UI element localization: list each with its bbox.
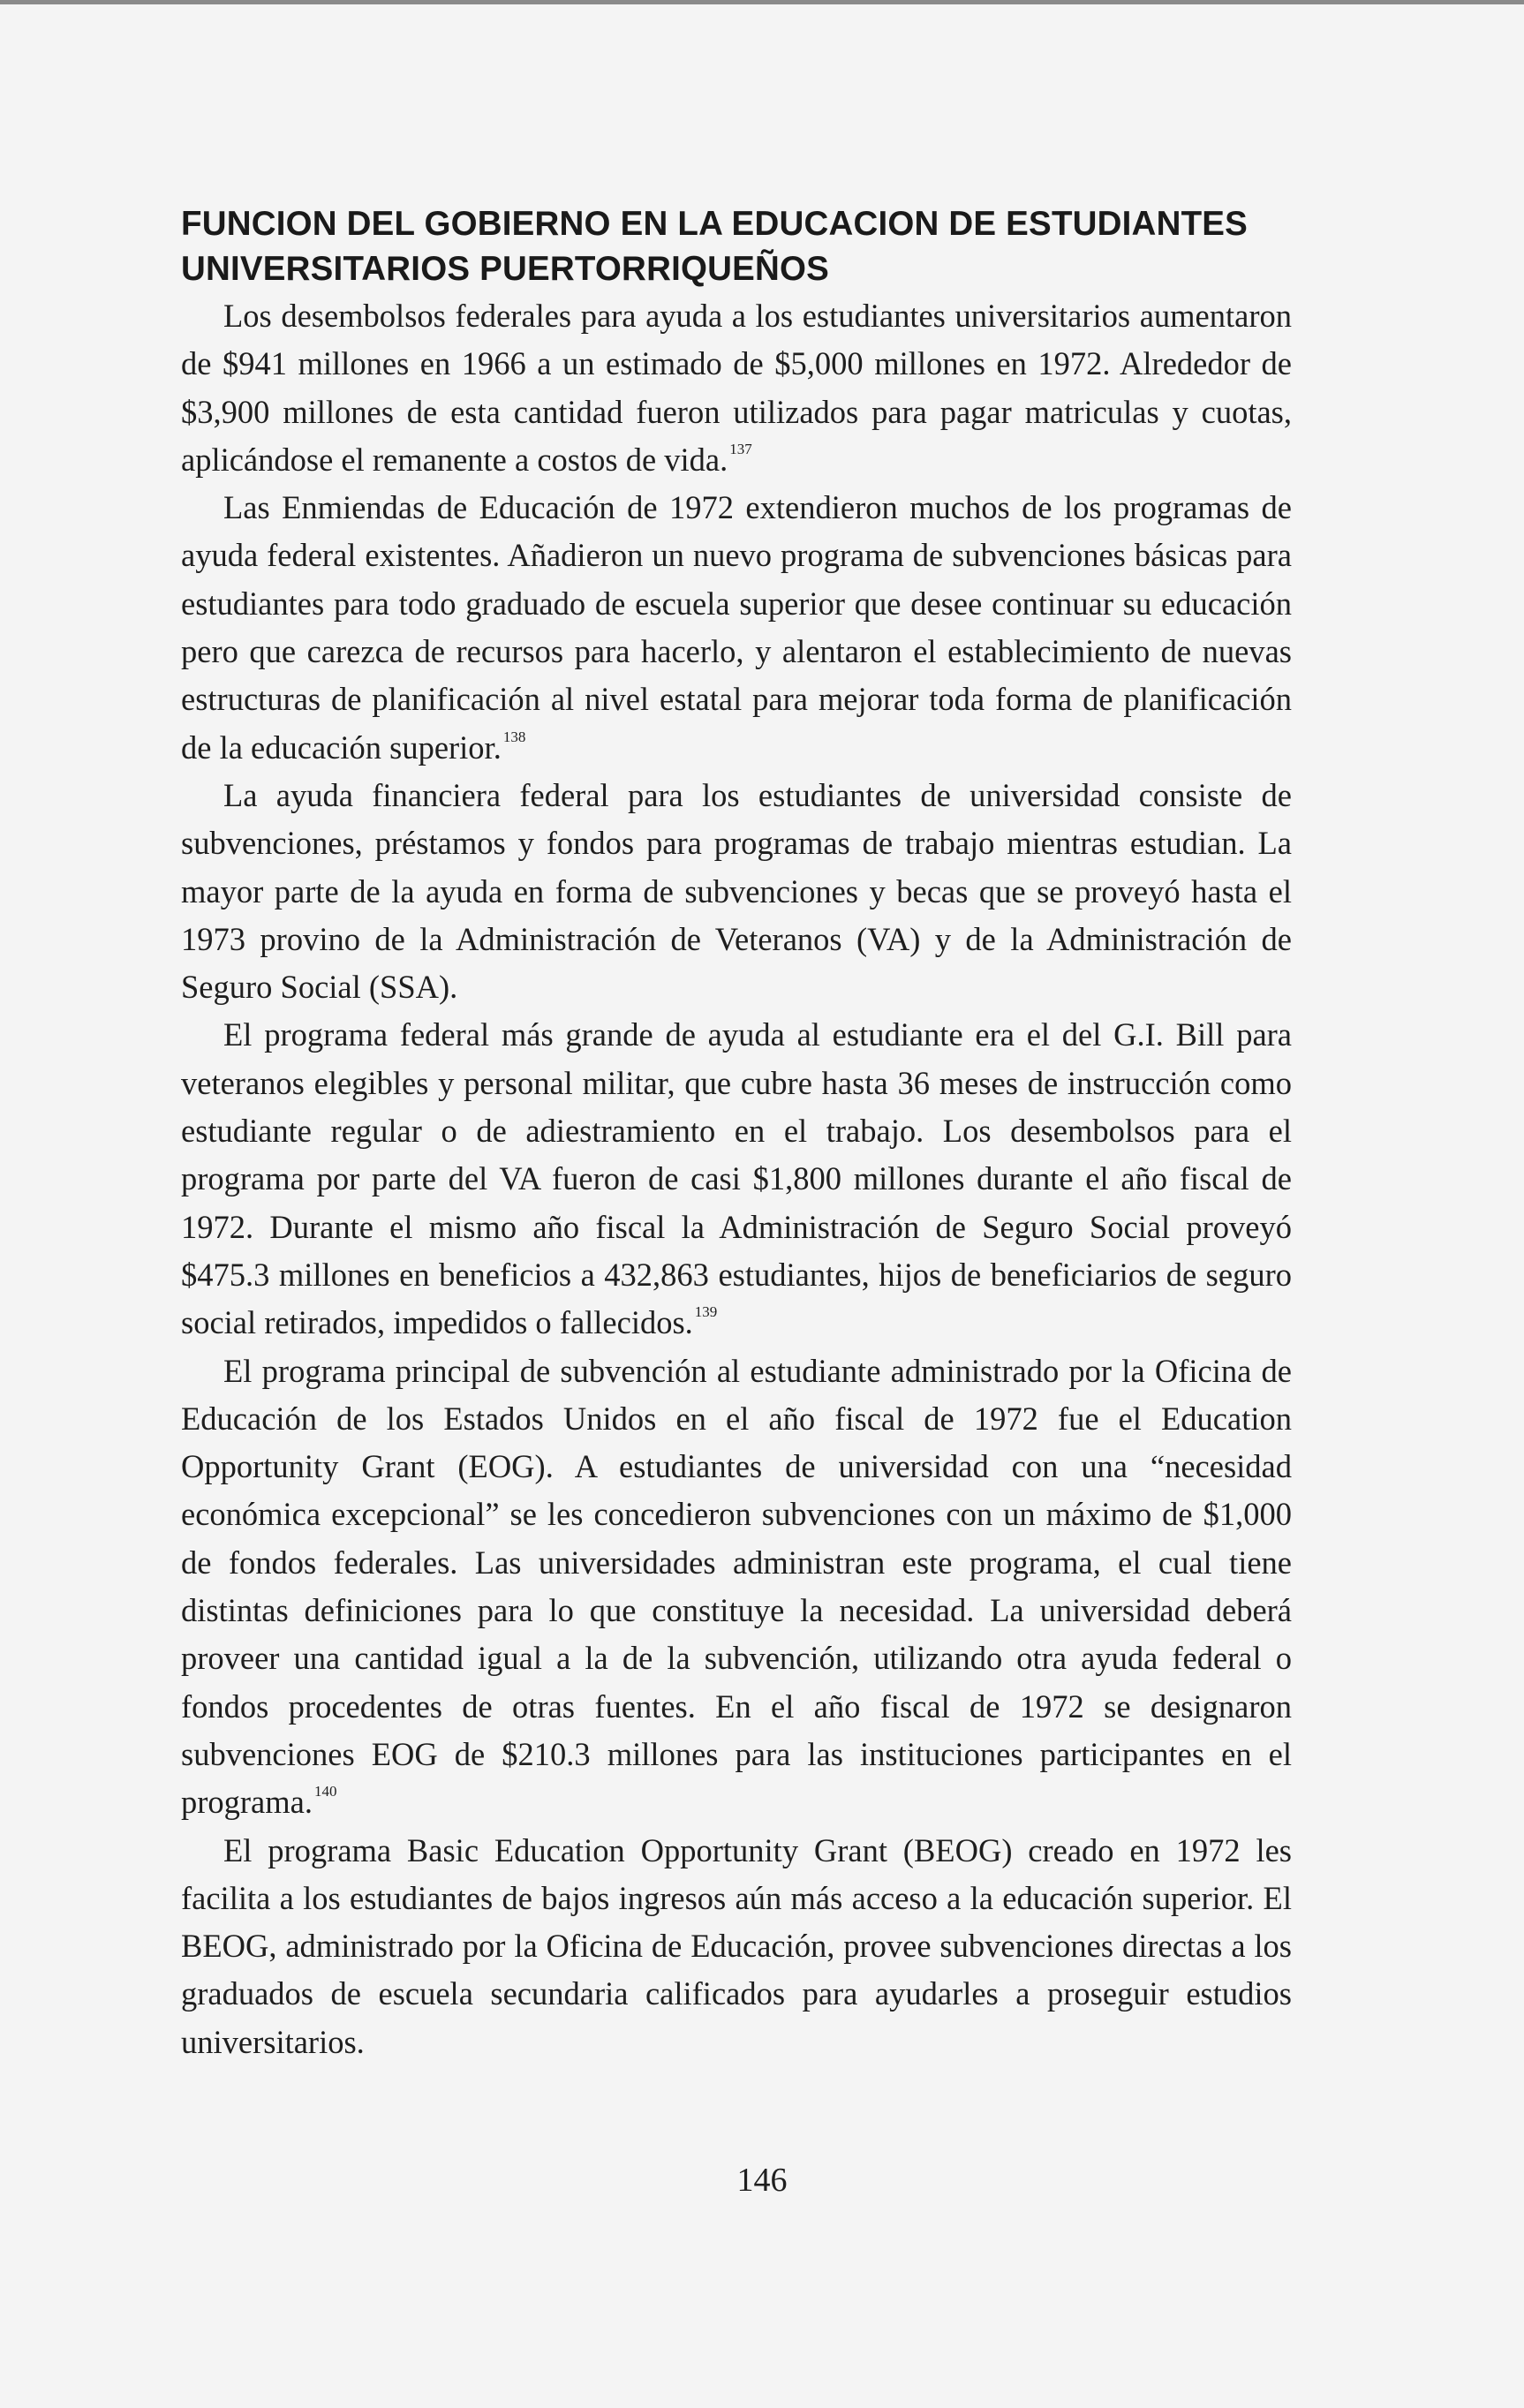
section-heading (181, 201, 1292, 291)
paragraph-eog (181, 1347, 1292, 1827)
paragraph-text: El programa Basic Education Opportunity Grant (BEOG) creado en 1972 les facilita a los estudiantes de bajos ingresos aún más acceso a la educación superior. El BEOG, administrado por la Oficina de Educación, provee subvenciones directas a los graduados de escuela secundaria calificados para ayudarles a proseguir estudios universitarios. (181, 1831, 1292, 2060)
page-number: 146 (736, 2162, 788, 2199)
footnote-ref: 138 (502, 728, 526, 745)
paragraph-text: Los desembolsos federales para ayuda a los estudiantes universitarios aumentaron de $941 millones en 1966 a un estimado de $5,000 millones en 1972. Alrededor de $3,900 millones de esta cantidad fueron utilizados para pagar matriculas y cuotas, aplicándose el remanente a costos de vida. (181, 298, 1292, 478)
footnote-ref: 139 (694, 1303, 718, 1321)
paragraph-disbursements (181, 292, 1292, 484)
section-heading-line-2: UNIVERSITARIOS PUERTORRIQUEÑOS (181, 250, 830, 288)
paragraph-financial-aid (181, 772, 1292, 1011)
section-heading-line-1: FUNCION DEL GOBIERNO EN LA EDUCACION DE ESTUDIANTES (181, 205, 1249, 243)
page-body (181, 201, 1292, 2066)
footnote-ref: 140 (313, 1783, 337, 1800)
paragraph-text: La ayuda financiera federal para los estudiantes de universidad consiste de subvenciones, préstamos y fondos para programas de trabajo mientras estudian. La mayor parte de la ayuda en forma de subvenciones y becas que se proveyó hasta el 1973 provino de la Administración de Veteranos (VA) y de la Administración de Seguro Social (SSA). (181, 776, 1292, 1006)
paragraph-text: El programa principal de subvención al estudiante administrado por la Oficina de Educación de los Estados Unidos en el año fiscal de 1972 fue el Education Opportunity Grant (EOG). A estudiantes de universidad con una “necesidad económica excepcional” se les concedieron subvenciones con un máximo de $1,000 de fondos federales. Las universidades administran este programa, el cual tiene distintas definiciones para lo que constituye la necesidad. La universidad deberá proveer una cantidad igual a la de la subvención, utilizando otra ayuda federal o fondos procedentes de otras fuentes. En el año fiscal de 1972 se designaron subvenciones EOG de $210.3 millones para las instituciones participantes en el programa. (181, 1352, 1292, 1821)
paragraph-gi-bill (181, 1011, 1292, 1347)
paragraph-text: El programa federal más grande de ayuda al estudiante era el del G.I. Bill para veteranos elegibles y personal militar, que cubre hasta 36 meses de instrucción como estudiante regular o de adiestramiento en el trabajo. Los desembolsos para el programa por parte del VA fueron de casi $1,800 millones durante el año fiscal de 1972. Durante el mismo año fiscal la Administración de Seguro Social proveyó $475.3 millones en beneficios a 432,863 estudiantes, hijos de beneficiarios de seguro social retirados, impedidos o fallecidos. (181, 1016, 1292, 1341)
scan-top-edge (0, 0, 1524, 4)
paragraph-amendments (181, 484, 1292, 772)
paragraph-text: Las Enmiendas de Educación de 1972 extendieron muchos de los programas de ayuda federal existentes. Añadieron un nuevo programa de subvenciones básicas para estudiantes para todo graduado de escuela superior que desee continuar su educación pero que carezca de recursos para hacerlo, y alentaron el establecimiento de nuevas estructuras de planificación al nivel estatal para mejorar toda forma de planificación de la educación superior. (181, 489, 1292, 766)
paragraph-beog (181, 1827, 1292, 2066)
footnote-ref: 137 (729, 440, 752, 457)
